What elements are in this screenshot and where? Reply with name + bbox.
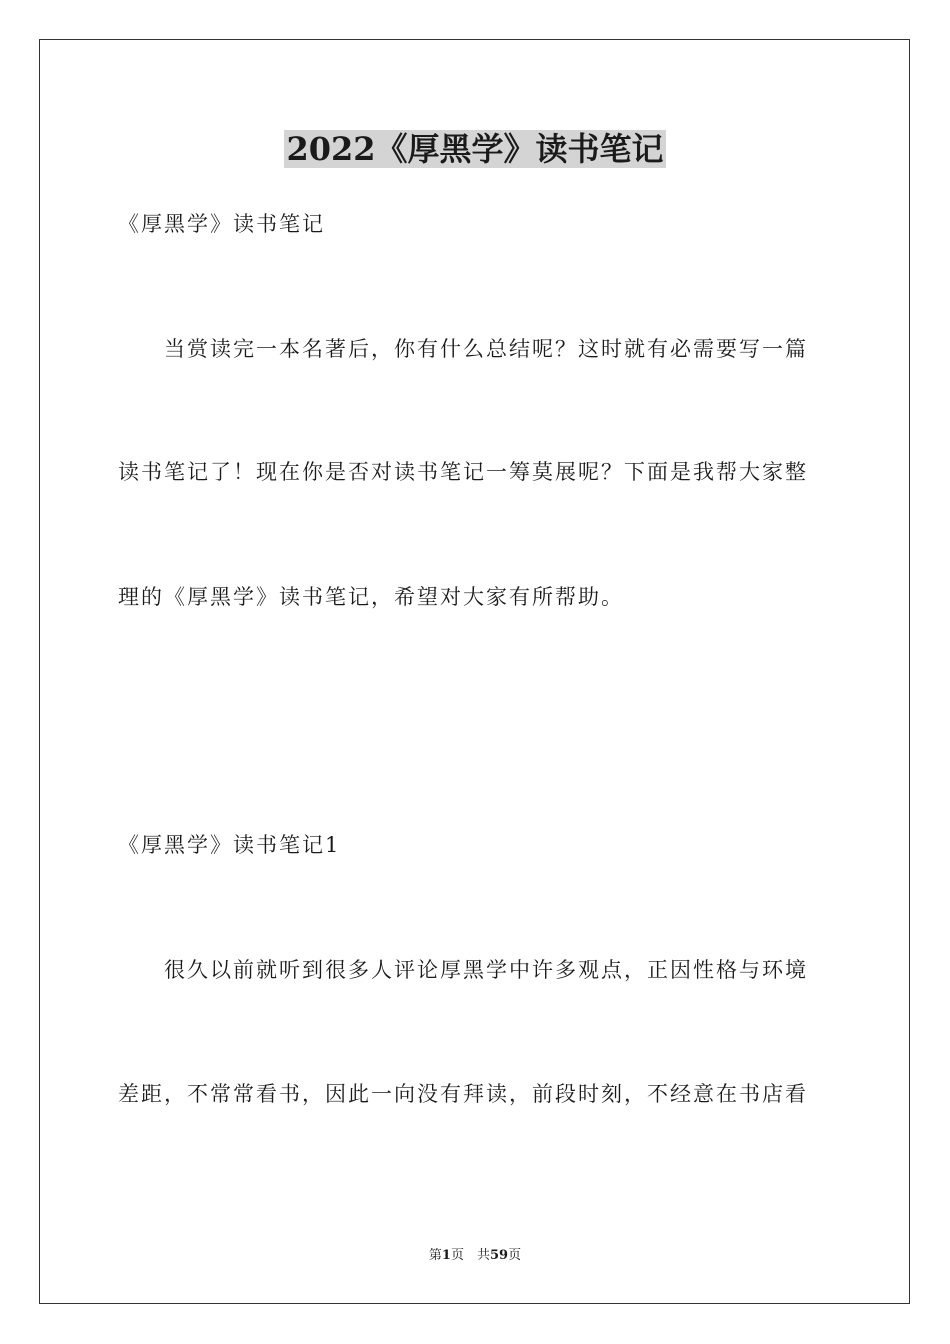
paragraph-line: 很久以前就听到很多人评论厚黑学中许多观点，正因性格与环境 (164, 958, 808, 982)
footer-prefix: 第 (428, 1248, 442, 1263)
paragraph-line: 理的《厚黑学》读书笔记，希望对大家有所帮助。 (118, 585, 624, 609)
section-heading: 《厚黑学》读书笔记1 (118, 833, 341, 857)
subtitle-line: 《厚黑学》读书笔记 (118, 212, 325, 236)
paragraph-line: 当赏读完一本名著后，你有什么总结呢？这时就有必需要写一篇 (164, 337, 808, 361)
document-title (0, 128, 950, 170)
footer-mid: 页 共 (450, 1248, 490, 1263)
footer-total-pages: 59 (489, 1248, 509, 1263)
footer-suffix: 页 (508, 1248, 522, 1263)
paragraph-line: 差距，不常常看书，因此一向没有拜读，前段时刻，不经意在书店看 (118, 1082, 808, 1106)
page-footer (0, 1247, 950, 1265)
footer-current-page: 1 (441, 1248, 451, 1263)
paragraph-line: 读书笔记了！现在你是否对读书笔记一筹莫展呢？下面是我帮大家整 (118, 460, 808, 484)
title-text: 2022《厚黑学》读书笔记 (286, 130, 664, 168)
